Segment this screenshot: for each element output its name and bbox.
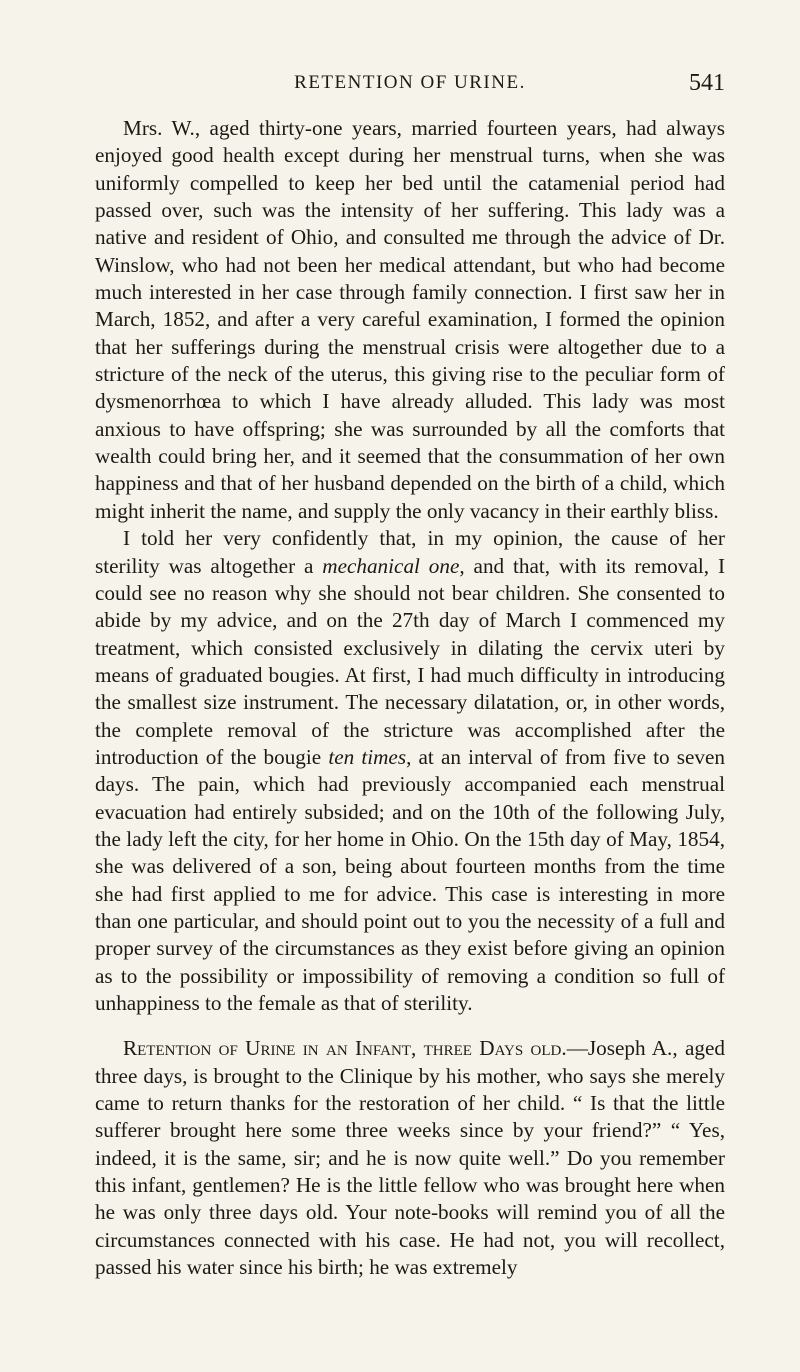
paragraph-text: , and that, with its removal, I could see no reason why she should not bear children. She consented to abide by my advice, and on the 27th day of March I commenced my treatment, which consisted exclusively in dilating the cervix uteri by means of graduated bougies. At first, I had much difficulty in introducing the smallest size instrument. The necessary dilatation, or, in other words, the complete removal of the stricture was accomplished after the introduction of the bougie [95,553,725,769]
page-number: 541 [689,70,725,96]
paragraph-text: Mrs. W., aged thirty-one years, married fourteen years, had always enjoyed good health except during her menstrual turns, when she was uniformly compelled to keep her bed until the catamenial period had passed over, such was the intensity of her suffering. This lady was a native and resident of Ohio, and consulted me through the advice of Dr. Winslow, who had not been her medical attendant, but who had become much interested in her case through family connection. I first saw her in March, 1852, and after a very careful examination, I formed the opinion that her sufferings during the menstrual crisis were altogether due to a stricture of the neck of the uterus, this giving rise to the peculiar form of dysmenorrhœa to which I have already alluded. This lady was most anxious to have offspring; she was surrounded by all the comforts that wealth could bring her, and it seemed that the consummation of her own happiness and that of her husband depended on the birth of a child, which might inherit the name, and supply the only vacancy in their earthly bliss. [95,116,725,523]
running-title: RETENTION OF URINE. [294,72,526,93]
paragraph-text: , at an interval of from five to seven days. The pain, which had previously accompanied each menstrual evacuation had entirely subsided; and on the 10th of the following July, the lady left the city, for her home in Ohio. On the 15th day of May, 1854, she was delivered of a son, being about fourteen months from the time she had first applied to me for advice. This case is interesting in more than one particular, and should point out to you the necessity of a full and proper survey of the circumstances as they exist before giving an opinion as to the possibility or impossibility of removing a condition so full of unhappiness to the female as that of sterility. [95,744,725,1015]
paragraph-sterility-treatment [95,525,725,1017]
emphasis-text: mechanical one [322,553,460,578]
paragraph-mrs-w-case [95,115,725,525]
page-header [95,72,725,112]
paragraph-text: I told her very confidently that, in my opinion, the cause of her sterility was altogether a [95,526,725,578]
emphasis-text: ten times [328,744,407,769]
paragraph-text: —Joseph A., aged three days, is brought to the Clinique by his mother, who says she merely came to return thanks for the restoration of her child. “ Is that the little sufferer brought here some three weeks since by your friend?” “ Yes, indeed, it is the same, sir; and he is now quite well.” Do you remember this infant, gentlemen? He is the little fellow who was brought here when he was only three days old. Your note-books will remind you of all the circumstances connected with his case. He had not, you will recollect, passed his water since his birth; he was extremely [95,1036,725,1280]
page-body [95,115,725,1281]
section-heading: Retention of Urine in an Infant, three Days old. [123,1036,567,1061]
paragraph-infant-case [95,1035,725,1281]
